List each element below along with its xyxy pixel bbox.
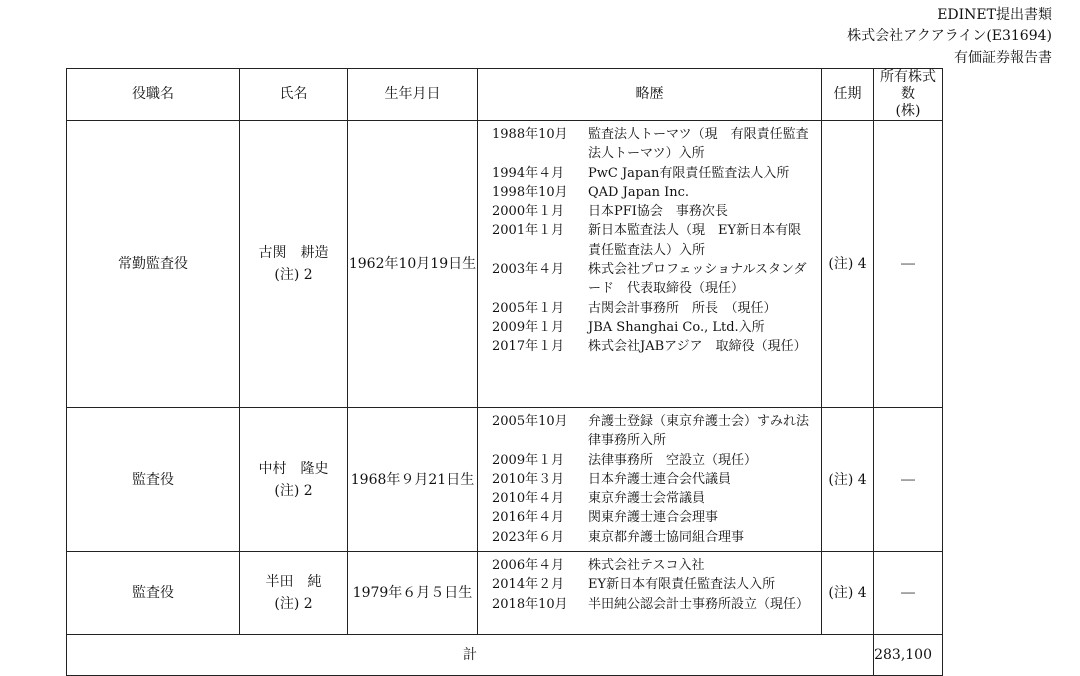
col-header-career: 略歴	[478, 69, 822, 121]
career-text: 東京弁護士会常議員	[588, 491, 706, 507]
col-header-shares	[874, 69, 943, 121]
career-date: 2023年６月	[492, 529, 565, 545]
officers-table	[66, 68, 943, 676]
career-entry	[478, 125, 821, 164]
total-shares: 283,100	[874, 635, 943, 676]
officer-name-cell	[240, 121, 348, 408]
career-date: 2005年10月	[492, 414, 568, 429]
officer-name-cell	[240, 408, 348, 552]
career-text: 新日本監査法人（現 EY新日本有限責任監査法人）入所	[588, 223, 802, 258]
career-text: 株式会社JABアジア 取締役（現任）	[588, 339, 807, 355]
career-entry	[478, 260, 821, 299]
officer-birth: 1962年10月19日生	[348, 121, 478, 408]
officer-birth: 1979年６月５日生	[348, 552, 478, 635]
table-row	[67, 552, 943, 635]
officer-term: (注) 4	[822, 552, 874, 635]
career-entry	[478, 556, 821, 575]
career-text: 東京都弁護士協同組合理事	[588, 529, 745, 545]
career-date: 2009年１月	[492, 452, 565, 468]
career-entry	[478, 575, 821, 594]
career-text: 日本PFI協会 事務次長	[588, 204, 728, 220]
career-date: 2018年10月	[492, 596, 568, 612]
doc-type-label: EDINET提出書類	[937, 7, 1052, 23]
career-entry	[478, 412, 821, 451]
career-entry	[478, 318, 821, 337]
total-label: 計	[67, 635, 874, 676]
career-date: 2000年１月	[492, 204, 565, 220]
officer-name-cell	[240, 552, 348, 635]
col-header-shares-line2: (株)	[895, 103, 921, 119]
career-text: 監査法人トーマツ（現 有限責任監査法人トーマツ）入所	[588, 127, 809, 162]
career-text: EY新日本有限責任監査法人入所	[588, 577, 776, 593]
officer-term: (注) 4	[822, 121, 874, 408]
career-entry	[478, 183, 821, 202]
report-type-label: 有価証券報告書	[954, 50, 1052, 66]
career-entry	[478, 528, 821, 547]
officer-note: (注) 2	[274, 267, 313, 283]
career-entry	[478, 489, 821, 508]
career-entry	[478, 470, 821, 489]
officer-name: 半田 純	[265, 574, 322, 591]
officer-shares: ―	[874, 408, 943, 552]
career-date: 1998年10月	[492, 184, 568, 200]
officer-title: 監査役	[67, 408, 240, 552]
career-date: 2005年１月	[492, 300, 565, 316]
table-header-row	[67, 69, 943, 121]
total-row	[67, 635, 943, 676]
career-date: 2016年４月	[492, 510, 565, 526]
career-entry	[478, 221, 821, 260]
officer-name: 中村 隆史	[258, 460, 329, 477]
career-date: 1988年10月	[492, 127, 568, 142]
officer-career	[478, 552, 822, 635]
career-date: 2001年１月	[492, 223, 565, 239]
officer-title: 監査役	[67, 552, 240, 635]
career-text: 日本弁護士連合会代議員	[588, 471, 732, 487]
career-entry	[478, 299, 821, 318]
career-date: 2003年４月	[492, 262, 565, 278]
col-header-term: 任期	[822, 69, 874, 121]
officer-name: 古関 耕造	[258, 245, 329, 261]
career-text: 法律事務所 空設立（現任）	[588, 452, 758, 468]
career-date: 1994年４月	[492, 165, 565, 181]
career-text: 関東弁護士連合会理事	[588, 510, 719, 526]
career-text: 古関会計事務所 所長 （現任）	[588, 300, 777, 316]
career-date: 2010年３月	[492, 471, 565, 487]
career-entry	[478, 164, 821, 183]
career-entry	[478, 337, 821, 356]
table-row	[67, 408, 943, 552]
career-date: 2017年１月	[492, 339, 565, 355]
officer-shares: ―	[874, 121, 943, 408]
career-text: 株式会社テスコ入社	[588, 558, 705, 574]
col-header-shares-line1: 所有株式数	[880, 69, 936, 102]
career-text: 半田純公認会計士事務所設立（現任）	[588, 596, 810, 612]
career-text: QAD Japan Inc.	[588, 184, 690, 200]
officer-shares: ―	[874, 552, 943, 635]
table-row	[67, 121, 943, 408]
career-date: 2006年４月	[492, 558, 565, 574]
officer-note: (注) 2	[274, 482, 313, 499]
officer-note: (注) 2	[274, 596, 313, 613]
career-text: 株式会社プロフェッショナルスタンダード 代表取締役（現任）	[588, 262, 807, 297]
career-date: 2010年４月	[492, 491, 565, 507]
career-date: 2014年２月	[492, 577, 565, 593]
career-date: 2009年１月	[492, 319, 565, 335]
officer-birth: 1968年９月21日生	[348, 408, 478, 552]
career-entry	[478, 595, 821, 614]
officer-term: (注) 4	[822, 408, 874, 552]
career-text: JBA Shanghai Co., Ltd.入所	[588, 319, 765, 335]
company-name: 株式会社アクアライン(E31694)	[847, 28, 1052, 44]
officer-title: 常勤監査役	[67, 121, 240, 408]
career-text: PwC Japan有限責任監査法人入所	[588, 165, 790, 181]
officer-career	[478, 121, 822, 408]
col-header-title: 役職名	[67, 69, 240, 121]
col-header-name: 氏名	[240, 69, 348, 121]
officer-career	[478, 408, 822, 552]
career-entry	[478, 451, 821, 470]
career-entry	[478, 508, 821, 527]
career-text: 弁護士登録（東京弁護士会）すみれ法律事務所入所	[588, 414, 810, 449]
col-header-birth: 生年月日	[348, 69, 478, 121]
career-entry	[478, 202, 821, 221]
